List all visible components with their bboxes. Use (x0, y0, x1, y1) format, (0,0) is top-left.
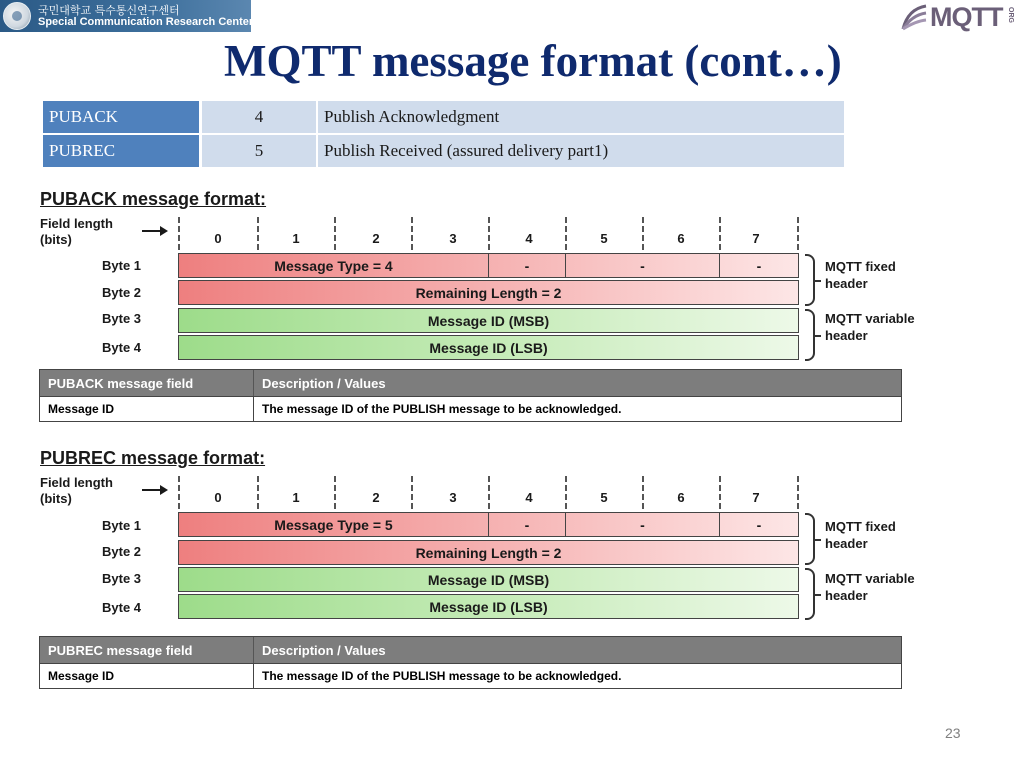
field-name-cell: Message ID (40, 664, 254, 688)
flag-cell: - (566, 513, 720, 536)
flag-cell: - (489, 513, 566, 536)
fixed-header-brace (805, 513, 815, 565)
message-name-cell: PUBREC (43, 135, 199, 169)
format-heading: PUBREC message format: (40, 448, 266, 468)
flag-cell: - (756, 516, 762, 533)
flag-cell: - (489, 254, 566, 277)
bit-number: 7 (752, 490, 760, 505)
banner-english-name: Special Communication Research Center (38, 16, 254, 28)
byte-label: Byte 1 (102, 258, 142, 273)
field-name-cell: Message ID (40, 397, 254, 421)
byte-label: Byte 3 (102, 571, 142, 586)
variable-header-label: MQTT variable header (825, 311, 915, 343)
mqtt-wave-icon (900, 3, 930, 33)
byte1-row (178, 512, 799, 537)
column-header: Description / Values (262, 375, 386, 391)
page-title: MQTT message format (cont…) (224, 36, 842, 86)
byte2-row: Remaining Length = 2 (178, 280, 799, 305)
bit-number: 4 (525, 490, 533, 505)
column-header: Description / Values (262, 642, 386, 658)
message-value-cell: 5 (199, 135, 316, 169)
column-header: PUBREC message field (40, 637, 254, 663)
byte-label: Byte 1 (102, 518, 142, 533)
field-length-label: Field length (bits) (40, 475, 113, 506)
fixed-header-brace (805, 254, 815, 306)
mqtt-logo (900, 2, 1014, 34)
bit-number: 1 (292, 231, 300, 246)
table-header (40, 370, 901, 396)
variable-header-label: MQTT variable header (825, 571, 915, 603)
format-heading: PUBACK message format: (40, 189, 267, 209)
institution-banner (0, 0, 254, 32)
bit-number: 1 (292, 490, 300, 505)
bit-number: 6 (677, 231, 685, 246)
message-type-cell: Message Type = 4 (179, 254, 489, 277)
arrow-right-icon (142, 230, 166, 232)
table-row (40, 396, 901, 421)
arrow-right-icon (142, 489, 166, 491)
field-description-cell: The message ID of the PUBLISH message to be acknowledged. (262, 669, 622, 683)
byte-label: Byte 2 (102, 544, 142, 559)
fixed-header-label: MQTT fixed header (825, 519, 896, 551)
message-field-table (39, 369, 902, 422)
table-row (43, 135, 844, 169)
fixed-header-label: MQTT fixed header (825, 259, 896, 291)
variable-header-brace (805, 309, 815, 361)
variable-header-brace (805, 568, 815, 620)
bit-number: 3 (449, 490, 457, 505)
byte3-row: Message ID (MSB) (178, 308, 799, 333)
message-field-table (39, 636, 902, 689)
bit-number: 5 (600, 490, 608, 505)
byte2-row: Remaining Length = 2 (178, 540, 799, 565)
bit-number: 2 (372, 231, 380, 246)
bit-number: 2 (372, 490, 380, 505)
bit-number: 7 (752, 231, 760, 246)
message-type-table (43, 101, 844, 169)
bit-number: 3 (449, 231, 457, 246)
field-length-label: Field length (bits) (40, 216, 113, 247)
bit-number: 4 (525, 231, 533, 246)
logo-text: MQTT (930, 2, 1003, 32)
bit-number: 5 (600, 231, 608, 246)
byte-label: Byte 4 (102, 600, 142, 615)
bit-number: 0 (214, 231, 222, 246)
message-description-cell: Publish Received (assured delivery part1) (316, 135, 844, 169)
column-header: PUBACK message field (40, 370, 254, 396)
bit-number: 6 (677, 490, 685, 505)
page-number: 23 (945, 725, 961, 741)
message-type-cell: Message Type = 5 (179, 513, 489, 536)
byte1-row (178, 253, 799, 278)
byte4-row: Message ID (LSB) (178, 594, 799, 619)
university-seal-icon (3, 2, 31, 30)
banner-korean-name: 국민대학교 특수통신연구센터 (38, 4, 180, 17)
table-header (40, 637, 901, 663)
message-value-cell: 4 (199, 101, 316, 135)
table-row (40, 663, 901, 688)
table-row (43, 101, 844, 135)
logo-org: ORG (1007, 7, 1014, 23)
flag-cell: - (756, 257, 762, 274)
byte-label: Byte 3 (102, 311, 142, 326)
message-description-cell: Publish Acknowledgment (316, 101, 844, 135)
byte3-row: Message ID (MSB) (178, 567, 799, 592)
byte-label: Byte 2 (102, 285, 142, 300)
byte-label: Byte 4 (102, 340, 142, 355)
flag-cell: - (566, 254, 720, 277)
field-description-cell: The message ID of the PUBLISH message to be acknowledged. (262, 402, 622, 416)
message-name-cell: PUBACK (43, 101, 199, 135)
bit-number: 0 (214, 490, 222, 505)
byte4-row: Message ID (LSB) (178, 335, 799, 360)
